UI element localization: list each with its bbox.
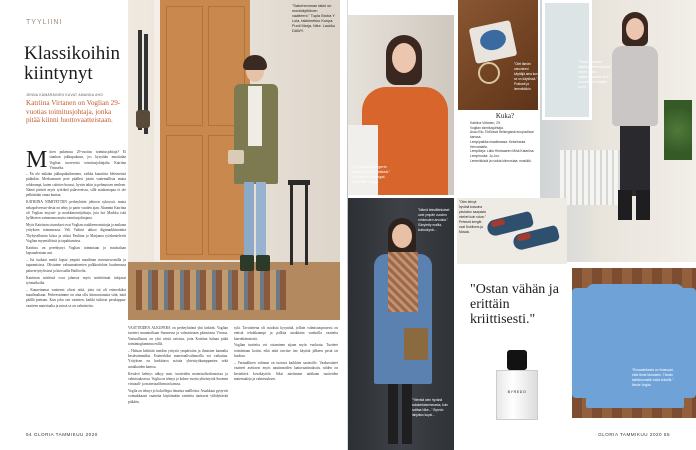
footer-right: GLORIA TAMMIKUU 2020 55 — [598, 432, 670, 437]
paragraph: sylä. Tavoitteena oli ostoksia kysyntää, jolloin valmistusprosessi on entistä tehokkaampi ja palkita asiakkaita vanhoilla vaatteita kierrättämisestä. — [234, 326, 338, 341]
paragraph: – En ole mikään jakkupukuihminen, vaikka kauniista bleisereistä pidänkin. Merkonomin pere päällesi jotain vaatemallista mutta rohkeampi, kuten culottes-housut, hyvän takin ja pehmoisen neuleen. Nämä pitävät myös työrikeä palavereissa, sillä asiakastapaa ei ole pelkästään omaa kuntaa. — [26, 172, 126, 198]
kuka-title: Kuka? — [495, 112, 515, 120]
kuka-item: Voglian toimitusjohtaja. — [470, 125, 504, 130]
paragraph: Katriinan mielestä ovat jalansot myös mieletömät tulojasat työmatkoilta. — [26, 275, 126, 285]
wallet-photo — [458, 0, 538, 110]
paragraph: – Vastuullinen valinnat on tuotava kaikkien saataville. Vaakuvatteet vaatteet asettavat myös nautinnoiden laatuvaatimuksiin, niiden on kestettävä kovakäyttöä. Siksi mietimme tarkkaan tuotteiden materiaaleja ja valmistuksen. — [234, 360, 338, 381]
kuka-item: Lempipaikka maailmassa: Keksihauta Hervantalla. — [470, 139, 526, 149]
kuka-item: Lemmikkisiä ja ruokia kiinnostaa: musiikki. — [470, 158, 532, 163]
kuka-item: Lempiruoka: Jo-Joo. — [470, 153, 500, 158]
paragraph: Voglian tuotteita voi ostaminen sijaan myös vuokrata. Tuotteet toimitetaan kotiin, eikä niitä tarvitse itse käyttää jälkeen pestä tai huoltaa. — [234, 343, 338, 359]
byline: JENNA KÄMÄRÄINEN KUVAT AMANDA AHO — [26, 93, 104, 97]
footer-left: 54 GLORIA TAMMIKUU 2020 — [26, 432, 98, 437]
kuka-item: Asuu Etu-Töölössä Helsingissä avopuolison kanssa. — [470, 130, 535, 140]
kuka-box — [470, 112, 540, 192]
bottle-photo — [488, 346, 546, 426]
caption-coat: "Saturhemman takki on monikäyttöinen vaatteeni." Tupla Broba Y Lola, takkimekko Kunpa. Puoli Marja, Nike. Laukku DAWY. — [292, 4, 336, 33]
paragraph: VAATTEIDEN ALKUPERÄ on perheyhtiönä yhä tärkeää. Voglian tuotteet muuntoiltaan Suomessa ja valmistetaan pääasiassa Virossa. Vastuullisuus on yksi niistä asioista, joita Katriina haluaa pitää toimintoglaminna esillä. — [128, 326, 228, 346]
coat-photo — [128, 0, 340, 320]
section-label: TYYLIINI — [26, 19, 63, 26]
paragraph: Voglia on tehnyt jo kokoflegia ilmaisia mallleista. Asiakkaat pystyvät voimakkaasti vaatteita käyttämään vaatteita tuottavat viihdyttävää pitkään. — [128, 389, 228, 404]
lead-paragraph: Katriina Virtanen on Voglian 29-vuotias toimitusjohtaja, jonka pitää kiinni luottovaatteistaan. — [26, 99, 121, 125]
shoes-photo — [457, 198, 567, 264]
caption-grey: "Tämä nopeana tolaisen selvinnyt juuri ennen joulun vaatevaikutusta. Ilme on kuitenkin Voglian korsu." — [578, 60, 611, 89]
kuka-item: Katriina Virtanen, 29. — [470, 121, 501, 125]
drop-cap: M — [26, 150, 48, 173]
paragraph: – Isä tuokaat meitä lapsia ympäri maailman messutewsmilla ja tapaamisissa. Olisiuime vaksumattomien palkkoriidain kuulemassa palavertyöylixissä ja kirosuilla Hailfoelia. — [26, 258, 126, 273]
caption-scarf: "Nämä tekstilitekoiset ovat ympäri vuoden rohkeuden arvoisia." Sävytetty mallia, kuitunkynä... — [418, 208, 450, 232]
headline: Klassikoihin kiintynyt — [24, 44, 121, 84]
paragraph: Kestävä kehitys näkyy mm. tuotteiden materiaalivalinnoissa ja valmistuksessa. Voglia on tehnyt jo kolme vuotta yhteistyötä Suomen virtuaali- ja materiaalifirman kanssa. — [128, 371, 228, 387]
bottle-label: BYREDO — [507, 390, 527, 394]
sweater-photo — [348, 15, 454, 195]
paragraph: – Kauneimmat vaatteeni olivat niitä, joita isä oli esimerkiksi maailmaltaan. Perheessämme on aina ollu kiinnostunutta siitä, mitä päällä puetaan. Kun joku osti vaatteen, kaikki tutkivat pesulappua: vaatteen materiaalia ja missä se on valmistettu. — [26, 287, 126, 308]
body-column-3 — [234, 326, 338, 426]
blue-knit-photo — [572, 268, 696, 418]
caption-shoes: "Olen tehnyt hyvänä tossuina peukalon saapasta miehet kuin rokon." Pehmeä kengät ovat Dubliners ja Mosaic. — [459, 200, 487, 234]
caption-sweater: "Oli Makena Birgerin neulettä työelämässä." Korvakoru Ultengat. Neulettä Voglia. — [352, 165, 391, 184]
body-column-1 — [26, 150, 126, 420]
caption-wallet: "Olet tämän varusteesi käyttäjä aina kun se on käytössä." Pokkarit ja lemmikkikin. — [514, 62, 538, 91]
intro-paragraph: itten pukeutuu 29-vuotias toimitusjohtaja? Et sinuhan jakkupukuun, jos kysytään muotialan Voglian tuorevetta toimitusjohtajalta Katriina Virtaselta. — [49, 150, 126, 170]
kuka-item: Lempikirja: Laila Hirvisaaren Minä Katariina. — [470, 149, 535, 154]
caption-blue: "Rosaaleikasta on ilmanaari, eikä tämä Mandarin. Tämän kallistusmallin takia tekeillä." Neule Voglia. — [632, 368, 674, 387]
body-column-2 — [128, 326, 228, 426]
paragraph: Myös Katriinan sisarukset ovat Voglian osakkeenomistajia ja mukana yrityksen toiminnassa. Veli Valtteri ukkoo digimarkkinointia Thybyselluinta kiista ja siskot Pauliina ja Marjaana työskentelevät Voglian myymälöissä ja tapahtumissa. — [26, 223, 126, 243]
paragraph: – Haluan kehittää meidän yritystä ympäristön ja ihmisten kannalta kestävämmäksi. Esimerkiksi materiaalivalinnoilla voi vaikuttaa. Yrityksen on harkittava asioita yhteistyökumppanien sekä asiakkaiden kanssa. — [128, 348, 228, 369]
paragraph: Katriina on perehtynyt Voglian toimintaan jo muotialaan lapsuudestaan asti. — [26, 245, 126, 256]
pull-quote: "Ostan vähän ja erittäin kriittisesti." — [470, 282, 559, 327]
caption-bottle: "Ytterstä olen hyvänä sulakertaisemmasta, kuin soittaa Nike..." Byredo lahjoitus kupsi... — [412, 398, 448, 417]
paragraph: KATRIINA NIMITETTIIN perheyhtiön johtoon syksyssä, mutta nekapolveessa-desta on tehty jo parin vuoden ajan. Alumnin Katriina oli Voglian myynti- ja markkinointijohtaja, jota hoi Markku isää hyllästeen vaimeansa mutta toimitusjohtajana. — [26, 200, 126, 221]
